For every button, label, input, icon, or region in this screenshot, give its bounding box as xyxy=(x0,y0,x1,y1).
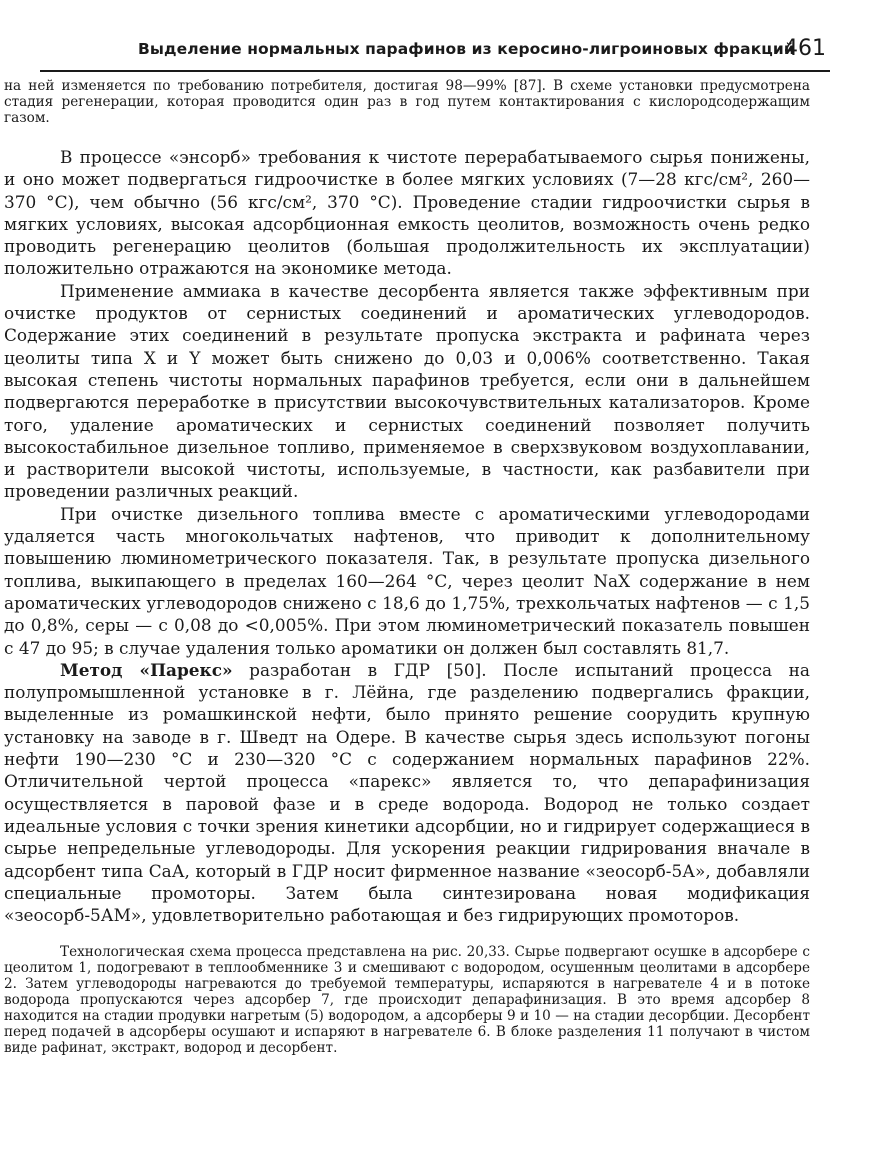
paragraph-diesel: При очистке дизельного топлива вместе с ароматическими углеводородами удаляется часть многокольчатых нафтенов, что приводит к дополнительному повышению люминометрического показателя. Так, в результате пропуска дизельного топлива, выкипающего в пределах 160—264 °С, через цеолит NaX содержание в нем ароматических углеводородов снижено с 18,6 до 1,75%, трехкольчатых нафтенов — с 1,5 до 0,8%, серы — с 0,08 до <0,005%. При этом люминометрический показатель повышен с 47 до 95; в случае удаления только ароматики он должен был составлять 81,7. xyxy=(4,503,810,658)
intro-note xyxy=(4,78,810,126)
parex-run-in-heading: Метод «Парекс» xyxy=(60,659,233,680)
intro-note-text: на ней изменяется по требованию потребителя, достигая 98—99% [87]. В схеме установки предусмотрена стадия регенерации, которая проводится один раз в год путем контактирования с кислородсодержащим газом. xyxy=(4,78,810,126)
paragraph-parex xyxy=(4,659,810,927)
parex-text: разработан в ГДР [50]. После испытаний процесса на полупромышленной установке в г. Лёйна, где разделению подвергались фракции, выделенные из ромашкинской нефти, было принято решение соорудить крупную установку на заводе в г. Шведт на Одере. В качестве сырья здесь используют погоны нефти 190—230 °С и 230—320 °С с содержанием нормальных парафинов 22%. Отличительной чертой процесса «парекс» является то, что депарафинизация осуществляется в паровой фазе и в среде водорода. Водород не только создает идеальные условия с точки зрения кинетики адсорбции, но и гидрирует содержащиеся в сырье непредельные углеводороды. Для ускорения реакции гидрирования вначале в адсорбент типа СаА, который в ГДР носит фирменное название «зеосорб-5А», добавляли специальные промоторы. Затем была синтезирована новая модификация «зеосорб-5АМ», удовлетворительно работающая и без гидрирующих промоторов. xyxy=(4,659,810,926)
scheme-note xyxy=(4,944,810,1056)
scheme-note-text: Технологическая схема процесса представлена на рис. 20,33. Сырье подвергают осушке в адсорбере с цеолитом 1, подогревают в теплообменнике 3 и смешивают с водородом, осушенным цеолитами в адсорбере 2. Затем углеводороды нагреваются до требуемой температуры, испаряются в нагревателе 4 и в потоке водорода пропускаются через адсорбер 7, где происходит депарафинизация. В это время адсорбер 8 находится на стадии продувки нагретым (5) водородом, а адсорберы 9 и 10 — на стадии десорбции. Десорбент перед подачей в адсорберы осушают и испаряют в нагревателе 6. В блоке разделения 11 получают в чистом виде рафинат, экстракт, водород и десорбент. xyxy=(4,944,810,1056)
running-header-title: Выделение нормальных парафинов из керосино-лигроиновых фракций xyxy=(138,40,795,58)
page-number: 461 xyxy=(784,36,826,61)
paragraph-ensorb: В процессе «энсорб» требования к чистоте перерабатываемого сырья понижены, и оно может подвергаться гидроочистке в более мягких условиях (7—28 кгс/см², 260—370 °С), чем обычно (56 кгс/см², 370 °С). Проведение стадии гидроочистки сырья в мягких условиях, высокая адсорбционная емкость цеолитов, возможность очень редко проводить регенерацию цеолитов (большая продолжительность их эксплуатации) положительно отражаются на экономике метода. xyxy=(4,147,810,279)
running-header xyxy=(40,36,830,72)
paragraph-ammonia: Применение аммиака в качестве десорбента является также эффективным при очистке продуктов от сернистых соединений и ароматических углеводородов. Содержание этих соединений в результате пропуска экстракта и рафината через цеолиты типа X и Y может быть снижено до 0,03 и 0,006% соответственно. Такая высокая степень чистоты нормальных парафинов требуется, если они в дальнейшем подвергаются переработке в присутствии высокочувствительных катализаторов. Кроме того, удаление ароматических и сернистых соединений позволяет получить высокостабильное дизельное топливо, применяемое в сверхзвуковом воздухоплавании, и растворители высокой чистоты, используемые, в частности, как разбавители при проведении различных реакций. xyxy=(4,280,810,502)
main-text xyxy=(4,146,810,926)
